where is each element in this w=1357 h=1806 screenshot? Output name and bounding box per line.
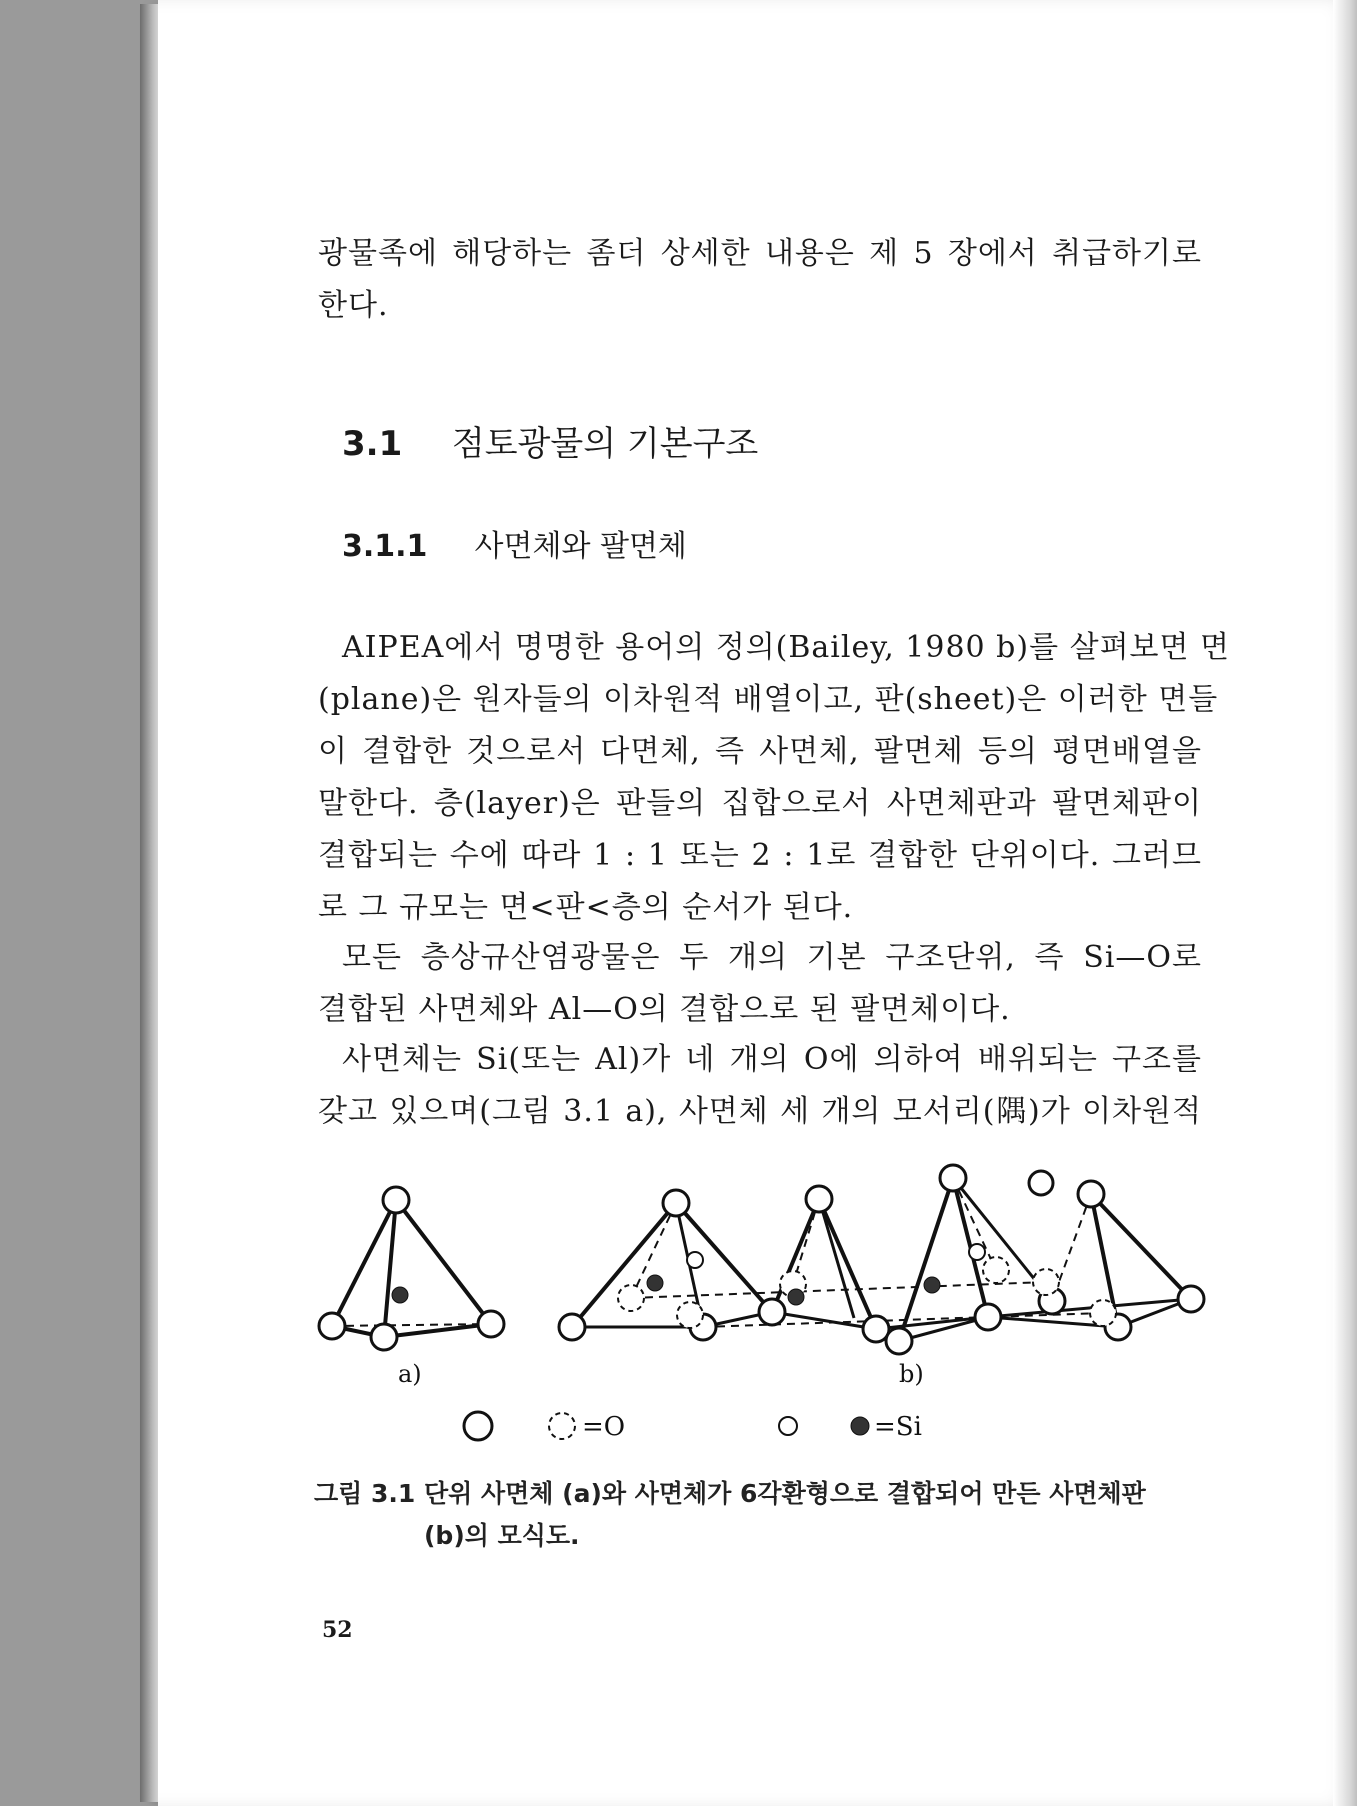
intro-line-2: 한다. [318, 288, 389, 323]
legend-silicon-label: =Si [874, 1412, 922, 1442]
section-number: 3.1 [342, 424, 403, 464]
figure-3-1 [158, 1130, 1357, 1450]
legend-small-oxygen-symbol [779, 1417, 797, 1435]
figure-label-b: b) [899, 1360, 924, 1388]
para2-line-2: 결합된 사면체와 Al—O의 결합으로 된 팔면체이다. [318, 992, 1011, 1027]
para1-line-2: (plane)은 원자들의 이차원적 배열이고, 판(sheet)은 이러한 면들 [318, 682, 1219, 717]
para3-line-2: 갖고 있으며(그림 3.1 a), 사면체 세 개의 모서리(隅)가 이차원적 [318, 1094, 1202, 1129]
book-page [158, 0, 1357, 1806]
subsection-heading [342, 521, 687, 565]
legend-oxygen-label: =O [582, 1412, 626, 1442]
legend-dashed-oxygen-symbol [549, 1413, 575, 1439]
figure-label-a: a) [398, 1360, 422, 1388]
legend-large-oxygen-symbol [464, 1412, 492, 1440]
page-number: 52 [322, 1617, 353, 1643]
subsection-title: 사면체와 팔면체 [474, 529, 687, 564]
intro-line-1: 광물족에 해당하는 좀더 상세한 내용은 제 5 장에서 취급하기로 [318, 236, 1202, 271]
section-title: 점토광물의 기본구조 [451, 424, 759, 464]
subsection-number: 3.1.1 [342, 529, 428, 564]
para1-line-3: 이 결합한 것으로서 다면체, 즉 사면체, 팔면체 등의 평면배열을 [318, 734, 1202, 769]
para3-line-1: 사면체는 Si(또는 Al)가 네 개의 O에 의하여 배위되는 구조를 [342, 1042, 1202, 1077]
para1-line-6: 로 그 규모는 면<판<층의 순서가 된다. [318, 890, 854, 925]
tetrahedral-sheet-b-diagram [559, 1165, 1204, 1354]
page-edge [1333, 0, 1357, 1806]
para1-line-5: 결합되는 수에 따라 1 : 1 또는 2 : 1로 결합한 단위이다. 그러므 [318, 838, 1202, 873]
section-heading [342, 416, 758, 465]
para1-line-4: 말한다. 층(layer)은 판들의 집합으로서 사면체판과 팔면체판이 [318, 786, 1202, 821]
figure-legend [464, 1412, 922, 1442]
legend-silicon-symbol [851, 1417, 869, 1435]
tetrahedron-a-diagram [319, 1187, 504, 1350]
figure-caption-line-2: (b)의 모식도. [424, 1521, 580, 1550]
para2-line-1: 모든 층상규산염광물은 두 개의 기본 구조단위, 즉 Si—O로 [342, 940, 1202, 975]
para1-line-1: AIPEA에서 명명한 용어의 정의(Bailey, 1980 b)를 살펴보면 면 [342, 630, 1231, 665]
figure-caption-line-1: 그림 3.1 단위 사면체 (a)와 사면체가 6각환형으로 결합되어 만든 사면체판 [314, 1479, 1146, 1508]
